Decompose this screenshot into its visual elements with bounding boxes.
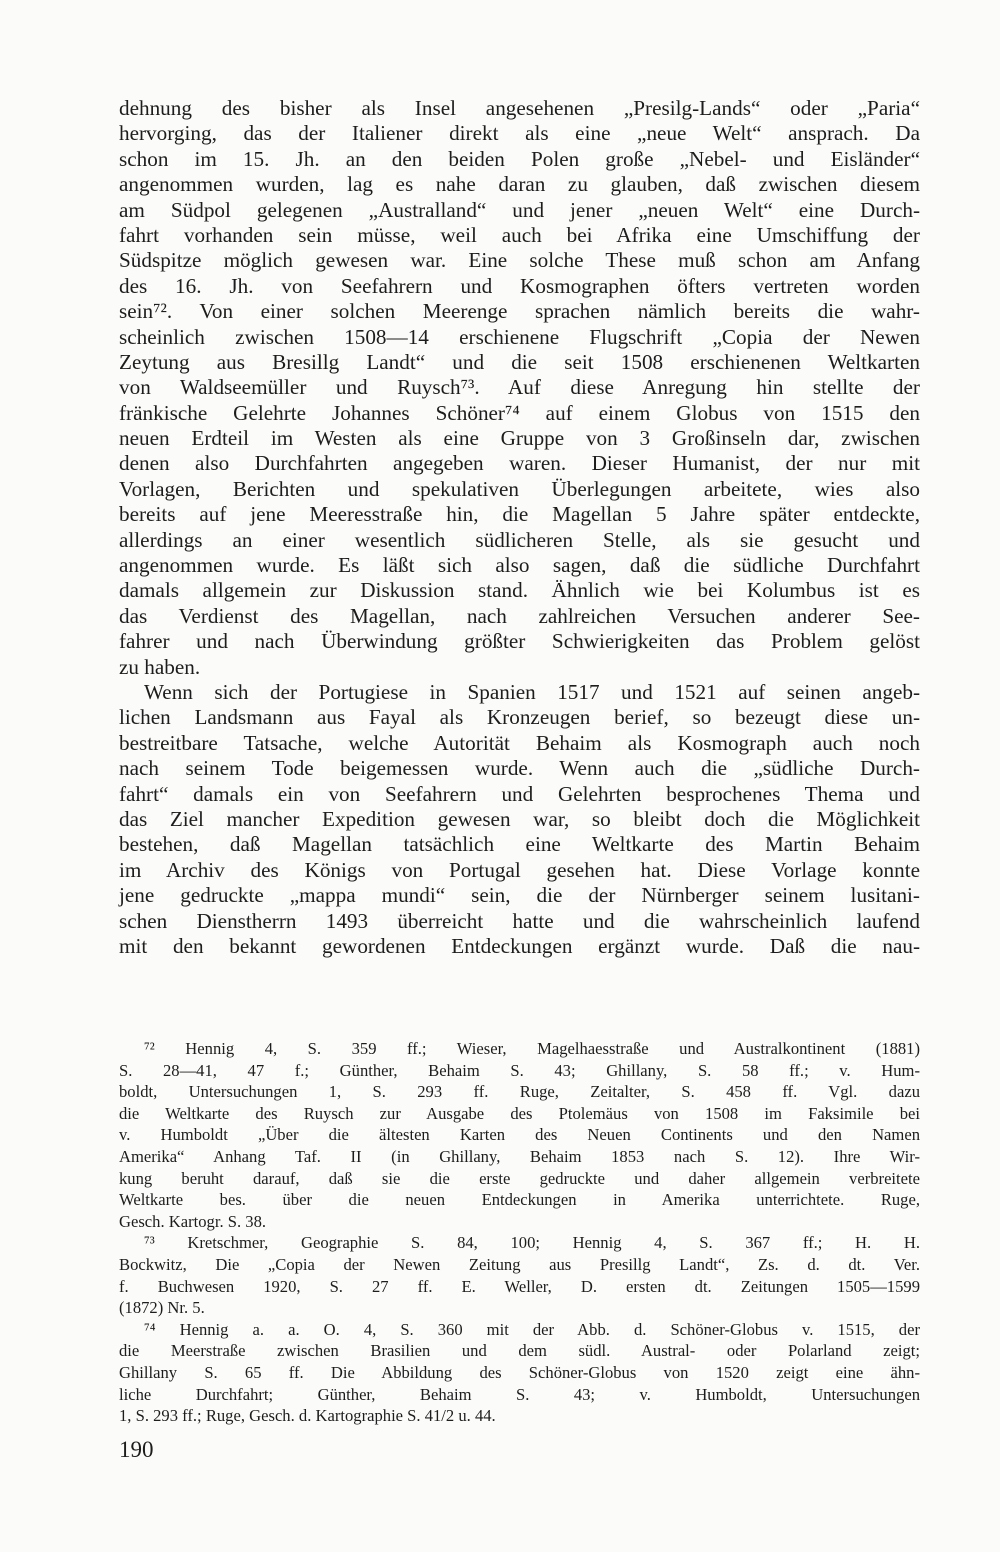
body-line: im Archiv des Königs von Portugal gesehen hat. Diese Vorlage konnte xyxy=(119,857,920,882)
body-line: fahrer und nach Überwindung größter Schwierigkeiten das Problem gelöst xyxy=(119,629,920,654)
body-line: das Ziel mancher Expedition gewesen war, so bleibt doch die Möglichkeit xyxy=(119,806,920,831)
body-line: Vorlagen, Berichten und spekulativen Überlegungen arbeitete, wies also xyxy=(119,476,920,501)
footnote-line: boldt, Untersuchungen 1, S. 293 ff. Ruge, Zeitalter, S. 458 ff. Vgl. dazu xyxy=(119,1082,920,1102)
footnote-line: die Meerstraße zwischen Brasilien und dem südl. Austral- oder Polarland zeigt; xyxy=(119,1341,920,1361)
body-line: Zeytung aus Bresillg Landt“ und die seit 1508 erschienenen Weltkarten xyxy=(119,349,920,374)
body-line: neuen Erdteil im Westen als eine Gruppe von 3 Großinseln dar, zwischen xyxy=(119,426,920,451)
main-text xyxy=(119,96,920,959)
body-line: Südspitze möglich gewesen war. Eine solche These muß schon am Anfang xyxy=(119,248,920,273)
body-line: das Verdienst des Magellan, nach zahlreichen Versuchen anderer See- xyxy=(119,603,920,628)
body-line: allerdings an einer wesentlich südlicheren Stelle, als sie gesucht und xyxy=(119,527,920,552)
footnote-line: kung beruht darauf, daß sie die erste gedruckte und daher allgemein verbreitete xyxy=(119,1168,920,1188)
body-line: von Waldseemüller und Ruysch⁷³. Auf diese Anregung hin stellte der xyxy=(119,375,920,400)
body-line: schen Dienstherrn 1493 überreicht hatte und die wahrscheinlich laufend xyxy=(119,908,920,933)
footnote-line: 1, S. 293 ff.; Ruge, Gesch. d. Kartographie S. 41/2 u. 44. xyxy=(119,1406,496,1426)
footnote-line: v. Humboldt „Über die ältesten Karten des Neuen Continents und den Namen xyxy=(119,1125,920,1145)
body-line: bestehen, daß Magellan tatsächlich eine Weltkarte des Martin Behaim xyxy=(119,832,920,857)
body-line: lichen Landsmann aus Fayal als Kronzeugen berief, so bezeugt diese un- xyxy=(119,705,920,730)
body-line: denen also Durchfahrten angegeben waren. Dieser Humanist, der nur mit xyxy=(119,451,920,476)
footnote-line: Bockwitz, Die „Copia der Newen Zeitung aus Presillg Landt“, Zs. d. dt. Ver. xyxy=(119,1254,920,1274)
page-number: 190 xyxy=(119,1437,154,1462)
body-line: bereits auf jene Meeresstraße hin, die Magellan 5 Jahre später entdeckte, xyxy=(119,502,920,527)
footnote-line: liche Durchfahrt; Günther, Behaim S. 43; v. Humboldt, Untersuchungen xyxy=(119,1384,920,1404)
body-line: schon im 15. Jh. an den beiden Polen große „Nebel- und Eisländer“ xyxy=(119,146,920,171)
body-line: dehnung des bisher als Insel angesehenen „Presilg-Lands“ oder „Paria“ xyxy=(119,96,920,120)
body-line: nach seinem Tode beigemessen wurde. Wenn auch die „südliche Durch- xyxy=(119,756,920,781)
body-line: angenommen wurde. Es läßt sich also sagen, daß die südliche Durchfahrt xyxy=(119,553,920,578)
body-line: damals allgemein zur Diskussion stand. Ähnlich wie bei Kolumbus ist es xyxy=(119,578,920,603)
body-line: des 16. Jh. von Seefahrern und Kosmographen öfters vertreten worden xyxy=(119,273,920,298)
footnotes xyxy=(119,1038,920,1427)
footnote-line: f. Buchwesen 1920, S. 27 ff. E. Weller, D. ersten dt. Zeitungen 1505—1599 xyxy=(119,1276,920,1296)
body-line: sein⁷². Von einer solchen Meerenge sprachen nämlich bereits die wahr- xyxy=(119,299,920,324)
footnote-line: S. 28—41, 47 f.; Günther, Behaim S. 43; Ghillany, S. 58 ff.; v. Hum- xyxy=(119,1060,920,1080)
body-line: am Südpol gelegenen „Australland“ und jener „neuen Welt“ eine Durch- xyxy=(119,197,920,222)
body-line: fahrt vorhanden sein müsse, weil auch bei Afrika eine Umschiffung der xyxy=(119,222,920,247)
body-line: bestreitbare Tatsache, welche Autorität Behaim als Kosmograph auch noch xyxy=(119,730,920,755)
footnote-line: Amerika“ Anhang Taf. II (in Ghillany, Behaim 1853 nach S. 12). Ihre Wir- xyxy=(119,1146,920,1166)
footnote-line: ⁷⁴ Hennig a. a. O. 4, S. 360 mit der Abb. d. Schöner-Globus v. 1515, der xyxy=(144,1319,920,1339)
footnote-line: Weltkarte bes. über die neuen Entdeckungen in Amerika unterrichtete. Ruge, xyxy=(119,1190,920,1210)
footnote-line: die Weltkarte des Ruysch zur Ausgabe des Ptolemäus von 1508 im Faksimile bei xyxy=(119,1103,920,1123)
footnote-line: Gesch. Kartogr. S. 38. xyxy=(119,1211,267,1231)
body-line: angenommen wurden, lag es nahe daran zu glauben, daß zwischen diesem xyxy=(119,172,920,197)
body-line: scheinlich zwischen 1508—14 erschienene Flugschrift „Copia der Newen xyxy=(119,324,920,349)
body-line: hervorging, das der Italiener direkt als eine „neue Welt“ ansprach. Da xyxy=(119,121,920,146)
body-line: fränkische Gelehrte Johannes Schöner⁷⁴ auf einem Globus von 1515 den xyxy=(119,400,920,425)
body-line: jene gedruckte „mappa mundi“ sein, die der Nürnberger seinem lusitani- xyxy=(119,883,920,908)
body-line: Wenn sich der Portugiese in Spanien 1517 und 1521 auf seinen angeb- xyxy=(144,679,920,704)
body-line: fahrt“ damals ein von Seefahrern und Gelehrten besprochenes Thema und xyxy=(119,781,920,806)
footnote-line: (1872) Nr. 5. xyxy=(119,1298,205,1318)
body-line: mit den bekannt gewordenen Entdeckungen ergänzt wurde. Daß die nau- xyxy=(119,933,920,958)
footnote-line: ⁷² Hennig 4, S. 359 ff.; Wieser, Magelhaesstraße und Australkontinent (1881) xyxy=(144,1039,920,1058)
footnote-line: Ghillany S. 65 ff. Die Abbildung des Schöner-Globus von 1520 zeigt eine ähn- xyxy=(119,1362,920,1382)
footnote-line: ⁷³ Kretschmer, Geographie S. 84, 100; Hennig 4, S. 367 ff.; H. H. xyxy=(144,1233,920,1253)
body-line: zu haben. xyxy=(119,654,201,679)
